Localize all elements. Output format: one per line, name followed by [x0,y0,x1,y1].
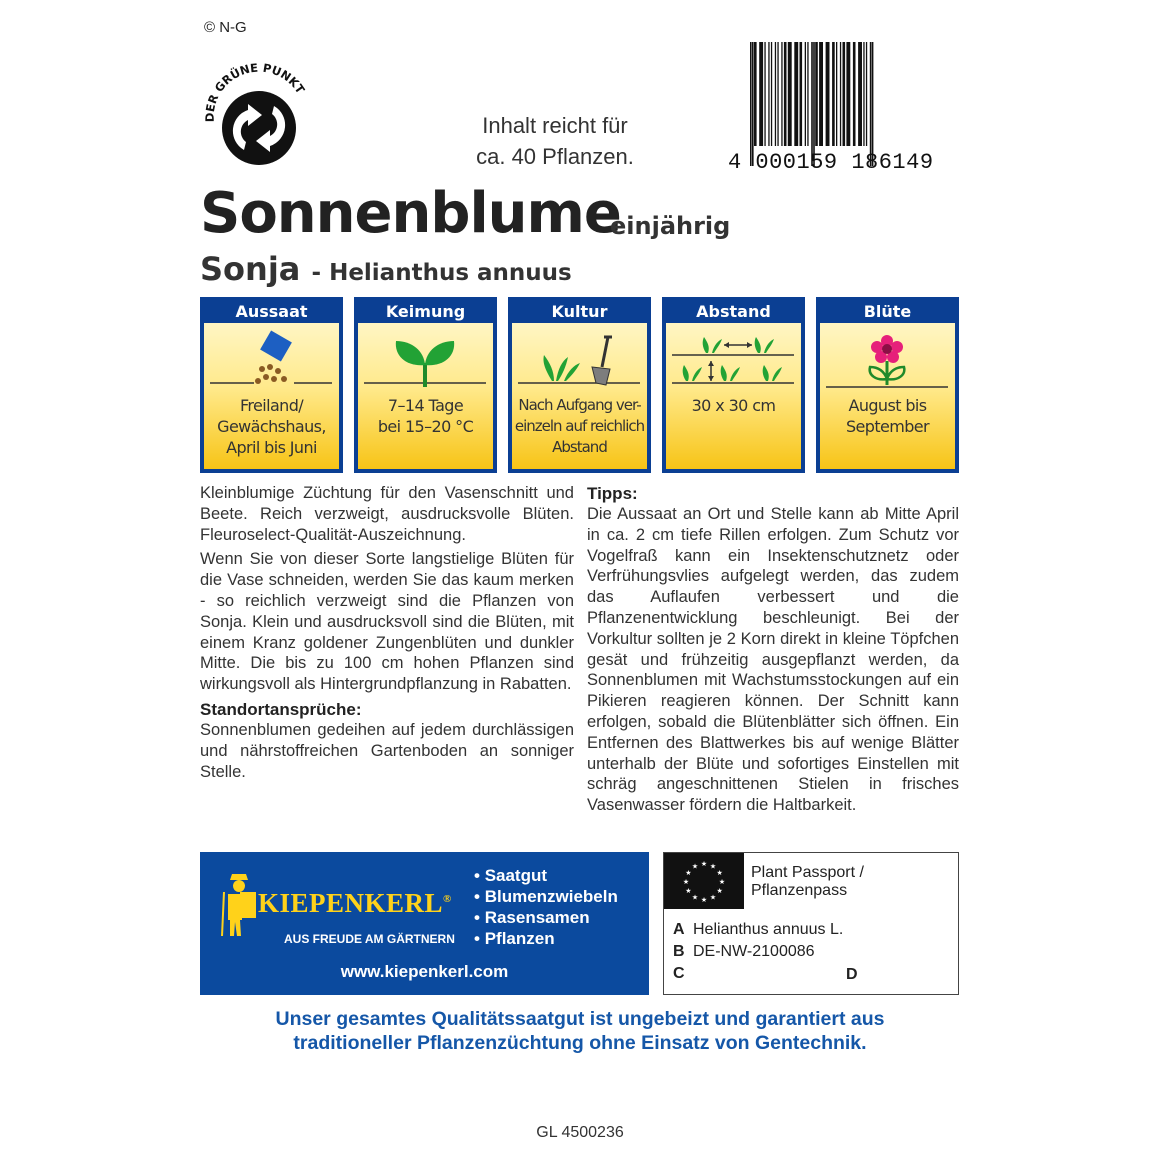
barcode-bar [754,42,757,146]
card-bluete-heading: Blüte [863,302,912,321]
passport-row-a [673,921,843,939]
eu-star-icon: ★ [691,894,699,902]
card-bluete-line-1: August bis [848,396,927,415]
card-keimung-line-2: bei 15–20 °C [377,417,474,436]
variety-line [200,250,572,288]
product-title: Sonnenblume [200,181,621,246]
barcode-guard-bar [813,42,815,166]
barcode-bar [781,42,782,146]
barcode-bar [815,42,818,146]
passport-row-a-key: A [673,921,685,938]
flower-icon [820,327,955,391]
card-kultur-line-1: Nach Aufgang ver- [518,396,641,414]
card-keimung [354,297,497,473]
card-kultur-line-3: Abstand [552,438,607,456]
card-abstand [662,297,805,473]
eu-flag-icon [664,853,744,909]
spacing-icon [666,327,801,391]
barcode-bar [832,42,835,146]
variety-name: Sonja [200,250,301,288]
brand-name-text: KIEPENKERL [258,888,444,918]
card-aussaat-line-3: April bis Juni [226,438,317,457]
tips-column [587,483,959,816]
passport-row-b-value: DE-NW-2100086 [693,943,815,960]
barcode-bar [866,42,867,146]
card-keimung-text [360,395,491,437]
eu-star-icon: ★ [682,879,690,886]
card-keimung-line-1: 7–14 Tage [387,396,464,415]
card-kultur-text [514,395,645,458]
card-bluete [816,297,959,473]
barcode-bar [826,42,830,146]
barcode-bar [759,42,763,146]
gruener-punkt-logo [196,60,320,172]
copyright-notice: © N-G [204,19,247,36]
card-aussaat-heading: Aussaat [235,302,308,321]
card-bluete-line-2: September [845,417,930,436]
barcode-guard-bar [750,42,752,166]
card-bluete-text [822,395,953,437]
content-note-line-1: Inhalt reicht für [482,113,628,138]
brand-product-list [474,865,618,949]
brand-tagline: AUS FREUDE AM GÄRTNERN [284,932,455,946]
card-abstand-line-1: 30 x 30 cm [691,396,776,415]
content-note-line-2: ca. 40 Pflanzen. [476,144,634,169]
card-abstand-heading: Abstand [696,302,771,321]
eu-star-icon: ★ [685,888,692,895]
brand-product-item: • Pflanzen [474,928,618,949]
barcode-number: 4 000159 186149 [728,150,934,175]
barcode-bar [768,42,769,146]
barcode-bar [784,42,787,146]
barcode-bar [843,42,846,146]
barcode-bar [771,42,772,146]
card-kultur-line-2: einzeln auf reichlich [514,417,645,435]
barcode-guard-bar [752,42,754,166]
registered-mark: ® [443,893,452,905]
description-column [200,483,574,786]
eu-star-icon: ★ [718,879,726,886]
barcode-bar [794,42,798,146]
content-note [440,110,670,172]
barcode-bar [788,42,792,146]
quality-note [200,1007,960,1055]
card-keimung-heading: Keimung [385,302,466,321]
barcode-bar [807,42,808,146]
barcode-bar [858,42,862,146]
seedling-icon [358,327,493,391]
barcode-bar [819,42,823,146]
plant-passport-title-line-1: Plant Passport / [751,864,864,881]
card-aussaat-line-1: Freiland/ [239,396,304,415]
barcode-bar [840,42,841,146]
passport-row-c [673,965,693,983]
brand-product-item: • Blumenzwiebeln [474,886,618,907]
brand-product-item: • Rasensamen [474,907,618,928]
kiepenkerl-figure-icon [218,870,260,940]
quality-note-line-1: Unser gesamtes Qualitätssaatgut ist ungebeizt und garantiert aus [275,1008,885,1030]
eu-star-icon: ★ [700,861,708,868]
description-intro: Kleinblumige Züchtung für den Vasenschnitt und Beete. Reich verzweigt, ausdrucksvolle Blüten. Fleuroselect-Qualität-Auszeichnung. [200,484,574,544]
barcode-bar [764,42,765,146]
latin-name: - Helianthus annuus [311,260,572,286]
recycle-arrows-icon [222,91,296,165]
barcode-bar [853,42,856,146]
barcode-bar [775,42,776,146]
growing-info-cards [200,297,960,473]
tips-text: Die Aussaat an Ort und Stelle kann ab Mitte April in ca. 2 cm tiefe Rillen erfolgen. Zum Schutz vor Vogelfraß kann ein Insektenschutznetz oder Verfrühungsvlies aufgelegt werden, das zudem das Auflaufen verbessert und die Pflanzenentwicklung beschleunigt. Bei der Vorkultur sollten je 2 Korn direkt in kleine Töpfchen gesät und frühzeitig ausgepflanzt werden, da Sonnenblumen mit Wachstumsstockungen auf ein Pikieren reagieren können. Der Schnitt kann erfolgen, sobald die Blütenblätter sich öffnen. Ein Entfernen des Blattwerkes bis auf wenige Blätter unterhalb der Blüte und sofortiges Einstellen mit schräg angeschnittenen Stielen in frisches Vasenwasser fördern die Haltbarkeit. [587,505,959,815]
plant-passport-title-line-2: Pflanzenpass [751,882,848,899]
gl-code: GL 4500236 [536,1124,624,1141]
eu-star-icon: ★ [709,863,717,871]
eu-star-icon: ★ [700,897,708,904]
card-aussaat-text [206,395,337,458]
plant-passport-title [751,864,864,900]
barcode-guard-bar [872,42,874,166]
seed-packet-icon [204,327,339,391]
eu-star-icon: ★ [709,894,717,902]
brand-product-item: • Saatgut [474,865,618,886]
passport-row-d-key: D [846,966,858,983]
passport-row-b-key: B [673,943,685,960]
gruener-punkt-text: DER GRÜNE PUNKT [202,60,308,123]
passport-row-c-key: C [673,965,685,982]
card-kultur [508,297,651,473]
brand-panel [200,852,649,995]
barcode-bar [800,42,803,146]
passport-row-b [673,943,815,961]
plant-passport [663,852,959,995]
eu-star-icon: ★ [716,888,723,895]
eu-star-icon: ★ [716,870,723,877]
spade-plants-icon [512,327,647,391]
location-heading: Standortansprüche: [200,699,362,719]
barcode-bar [805,42,806,146]
eu-star-icon: ★ [691,863,699,871]
product-lifecycle: einjährig [610,212,731,240]
card-aussaat [200,297,343,473]
card-aussaat-line-2: Gewächshaus, [217,417,326,436]
passport-row-a-value: Helianthus annuus L. [693,921,844,938]
brand-name [258,888,452,919]
barcode-bar [846,42,850,146]
barcode-bar [836,42,837,146]
eu-star-icon: ★ [685,870,692,877]
tips-heading: Tipps: [587,484,638,503]
barcode-bar [863,42,864,146]
quality-note-line-2: traditioneller Pflanzenzüchtung ohne Einsatz von Gentechnik. [293,1032,867,1054]
description-body: Wenn Sie von dieser Sorte langstielige Blüten für die Vase schneiden, werden Sie das kaum merken - so reichlich verzweigt sind die Pflanzen von Sonja. Klein und ausdrucksvoll sind die Blüten, mit einem Kranz goldener Zungenblüten und dunkler Mitte. Die bis zu 100 cm hohen Pflanzen sind wirkungsvoll als Hintergrundpflanzung in Rabatten. [200,550,574,694]
card-abstand-text [668,395,799,416]
card-kultur-heading: Kultur [551,302,608,321]
location-text: Sonnenblumen gedeihen auf jedem durchlässigen und nährstoffreichen Gartenboden an sonniger Stelle. [200,720,574,781]
barcode-bar [777,42,778,146]
barcode-guard-bar [870,42,872,166]
brand-website-link[interactable]: www.kiepenkerl.com [340,962,509,981]
barcode-guard-bar [811,42,813,166]
